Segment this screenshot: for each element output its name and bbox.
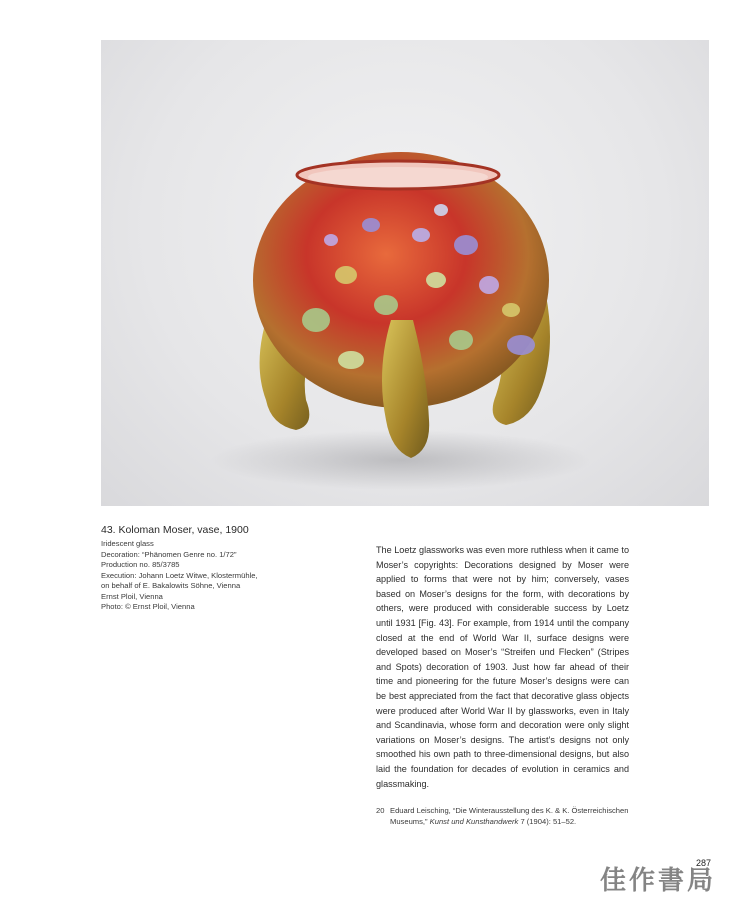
footnote	[376, 806, 632, 827]
footnote-text	[376, 806, 632, 827]
caption-line: Iridescent glass	[101, 539, 154, 548]
watermark: 佳作書局	[600, 866, 717, 896]
vase-photograph	[101, 40, 709, 506]
page-number: 287	[696, 858, 712, 868]
body-paragraph: The Loetz glassworks was even more ruthless when it came to Moser’s copyrights: Decorations designed by Moser were applied to forms that were not by him; conversely, vases based on Moser’s designs for the form, with decorations by others, were produced with considerable success by Loetz until 1931 [Fig. 43]. For example, from 1914 until the company closed at the end of World War II, surface designs were developed based on Moser’s “Streifen und Flecken” (Stripes and Spots) decoration of 1903. Just how far ahead of their time and pioneering for the future Moser’s designs were can be best appreciated from the fact that decorative glass objects were produced after World War II by glassworks, even in Italy and Scandinavia, whose form and decoration were only slight variations on Moser’s designs. The artist’s designs not only smoothed his own path to three-dimensional designs, but also laid the foundation for decades of evolution in ceramics and glassmaking.	[376, 545, 629, 789]
footnote-journal-title: Kunst und Kunsthandwerk	[429, 816, 519, 826]
footnote-text-start: Eduard Leisching, “Die Winterausstellung des K. & K. Österreichischen Museums,”	[390, 806, 629, 826]
figure-caption	[101, 523, 281, 613]
footnote-text-end: 7 (1904): 51–52.	[518, 816, 577, 826]
caption-line: on behalf of E. Bakalowits Söhne, Vienna	[101, 581, 241, 590]
caption-line: Ernst Ploil, Vienna	[101, 591, 163, 601]
body-text	[376, 543, 629, 791]
caption-title: 43. Koloman Moser, vase, 1900	[101, 524, 249, 536]
caption-line: Production no. 85/3785	[101, 560, 180, 569]
caption-line: Photo: © Ernst Ploil, Vienna	[101, 602, 195, 611]
caption-line: Execution: Johann Loetz Witwe, Klostermühle,	[101, 570, 258, 580]
vase-illustration	[101, 40, 709, 506]
footnote-number: 20	[376, 806, 385, 815]
caption-line: Decoration: “Phänomen Genre no. 1/72”	[101, 549, 237, 559]
